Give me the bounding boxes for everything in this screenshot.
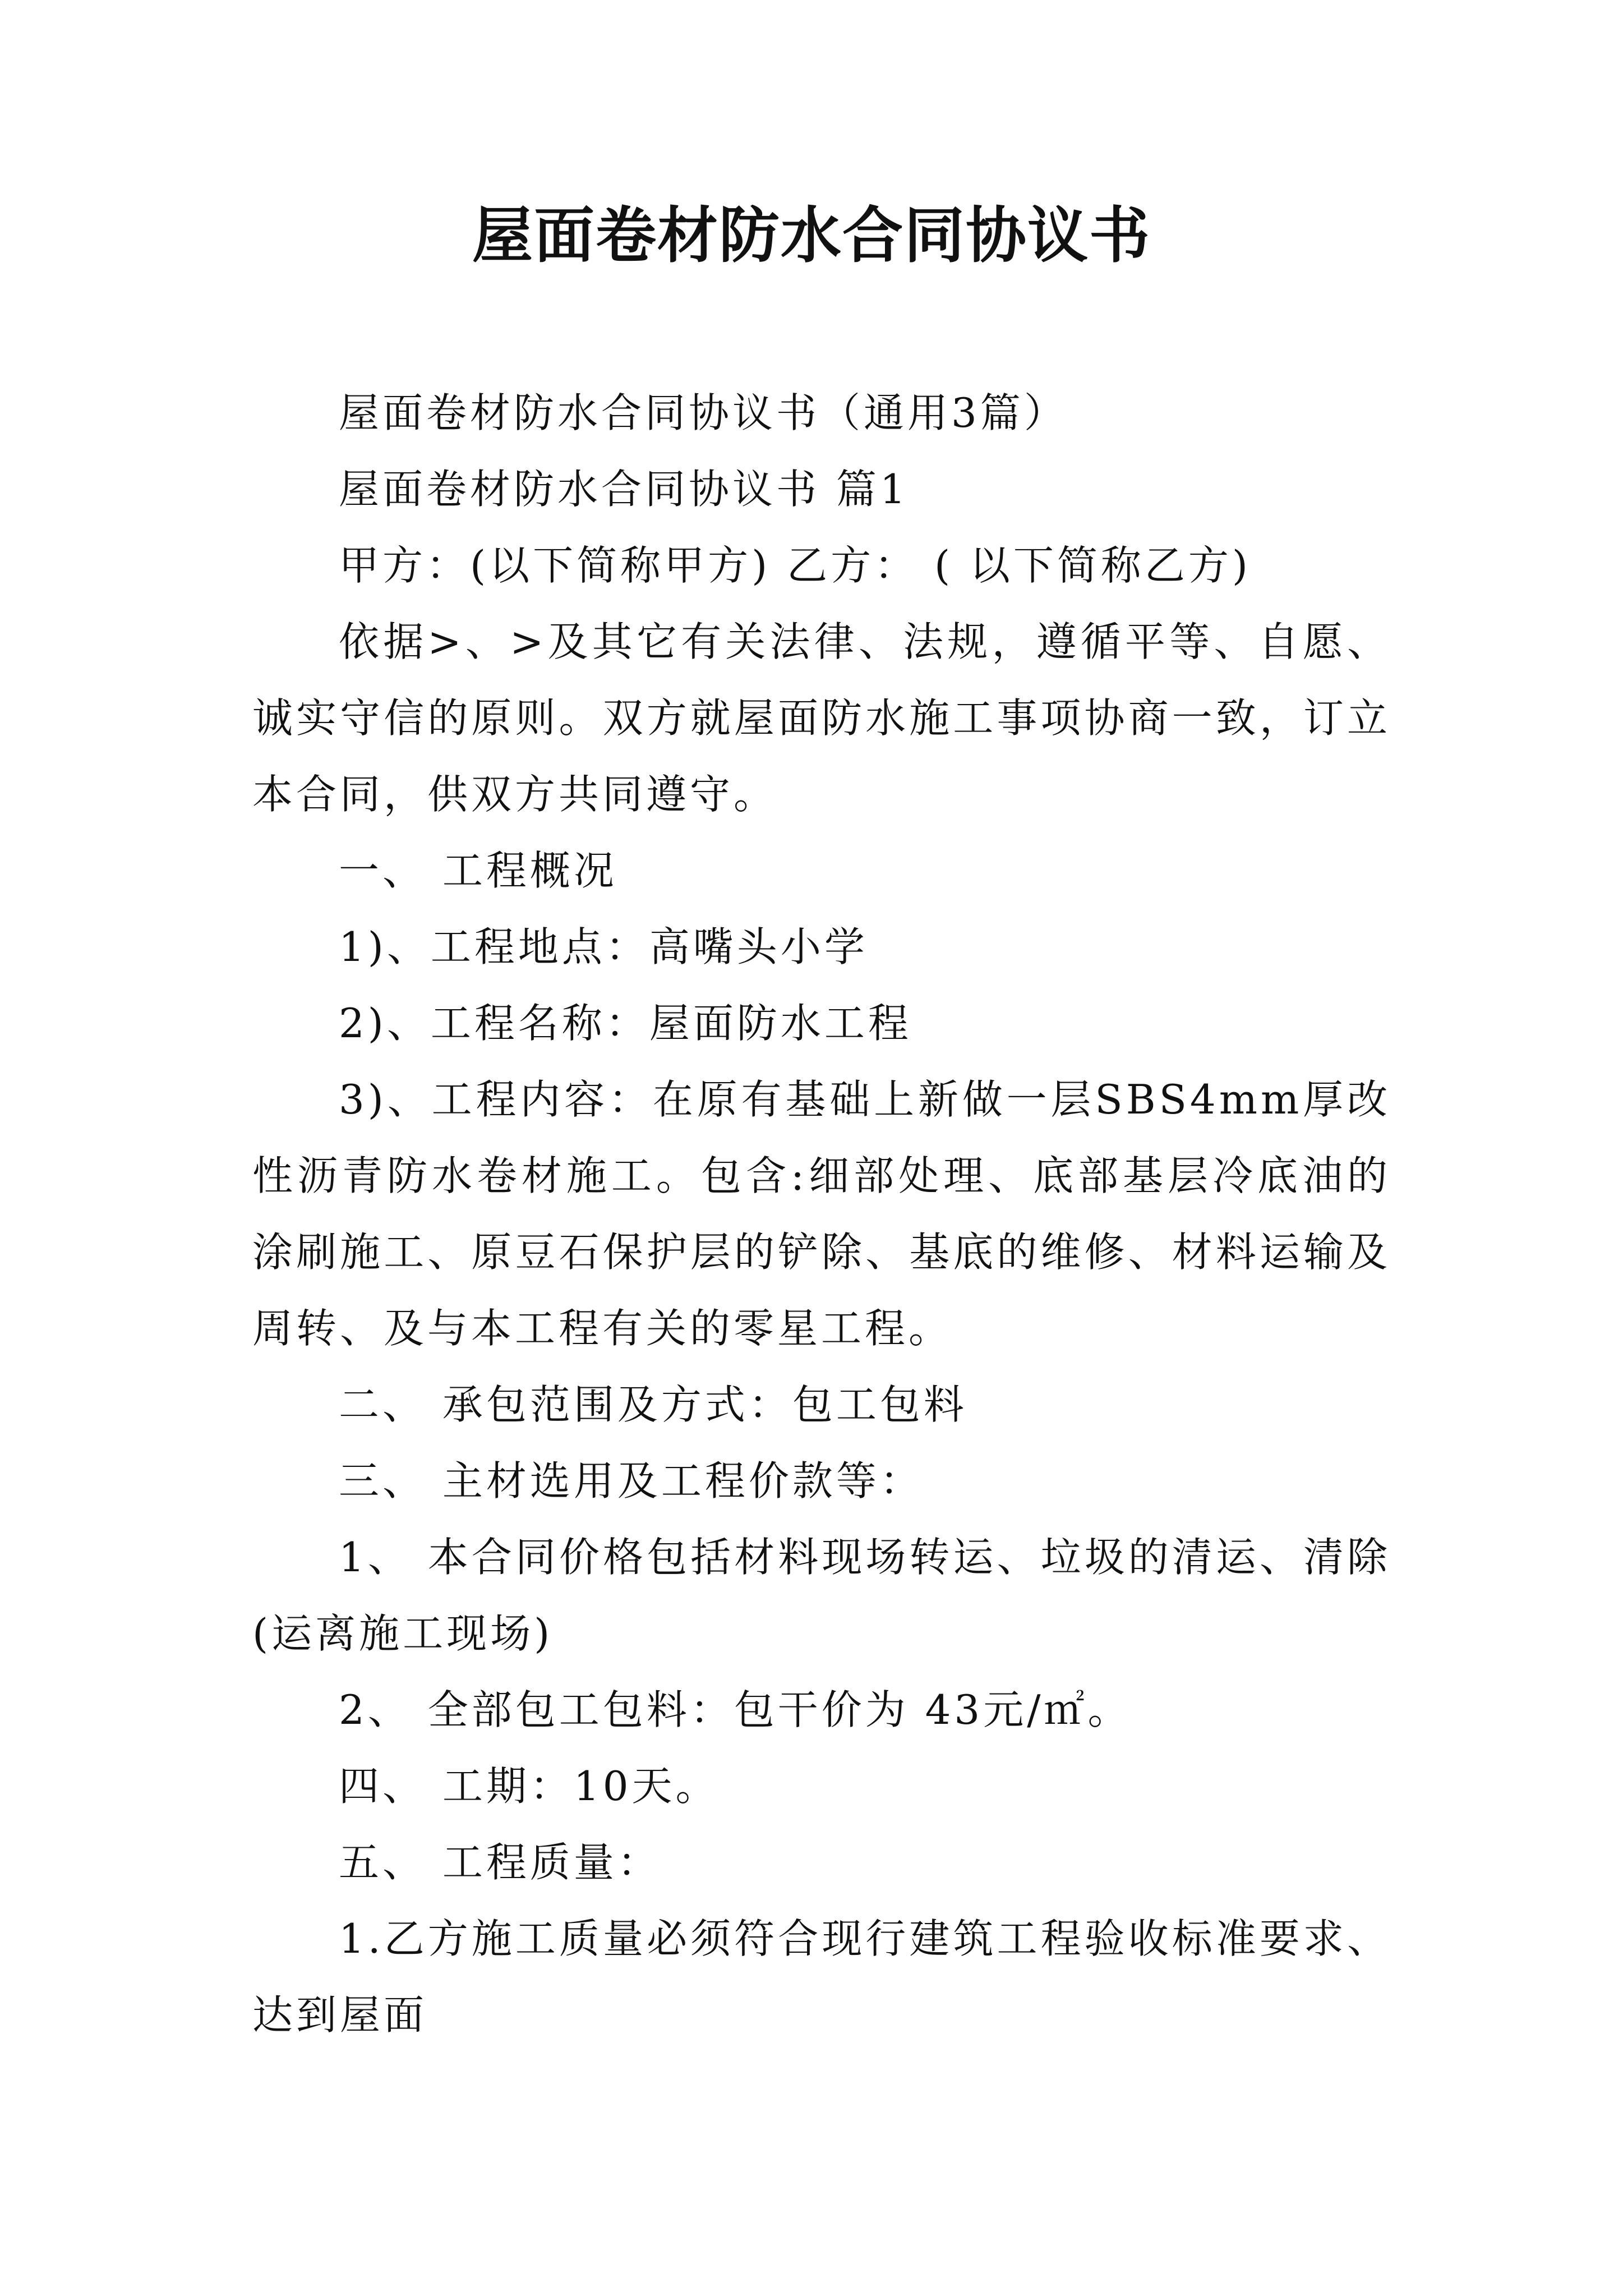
paragraph-project-name: 2)、工程名称：屋面防水工程 xyxy=(339,1000,912,1047)
paragraph-materials-heading: 三、 主材选用及工程价款等： xyxy=(339,1457,924,1504)
paragraph-price: 2、 全部包工包料：包干价为 43元/㎡。 xyxy=(339,1686,1132,1733)
paragraph-section-heading: 屋面卷材防水合同协议书 篇1 xyxy=(339,466,909,513)
paragraph-quality-heading: 五、 工程质量： xyxy=(339,1839,661,1886)
document-title: 屋面卷材防水合同协议书 xyxy=(472,200,1151,271)
document-body xyxy=(252,375,1391,2053)
paragraph-price-scope: 1、 本合同价格包括材料现场转运、垃圾的清运、清除(运离施工现场) xyxy=(252,1534,1391,1657)
paragraph-location: 1)、工程地点：高嘴头小学 xyxy=(339,923,868,970)
paragraph-quality-standard: 1.乙方施工质量必须符合现行建筑工程验收标准要求、达到屋面 xyxy=(252,1915,1391,2039)
paragraph-scope: 二、 承包范围及方式：包工包料 xyxy=(339,1381,967,1428)
paragraph-parties: 甲方：(以下简称甲方) 乙方： ( 以下简称乙方) xyxy=(339,542,1252,589)
paragraph-basis: 依据>、>及其它有关法律、法规，遵循平等、自愿、诚实守信的原则。双方就屋面防水施工事项协商一致，订立本合同，供双方共同遵守。 xyxy=(252,618,1391,818)
paragraph-overview-heading: 一、 工程概况 xyxy=(339,847,617,894)
paragraph-duration: 四、 工期：10天。 xyxy=(339,1763,720,1810)
paragraph-subtitle: 屋面卷材防水合同协议书（通用3篇） xyxy=(339,389,1068,436)
paragraph-project-content: 3)、工程内容：在原有基础上新做一层SBS4mm厚改性沥青防水卷材施工。包含:细部处理、底部基层冷底油的涂刷施工、原豆石保护层的铲除、基底的维修、材料运输及周转、及与本工程有关的零星工程。 xyxy=(252,1076,1391,1352)
